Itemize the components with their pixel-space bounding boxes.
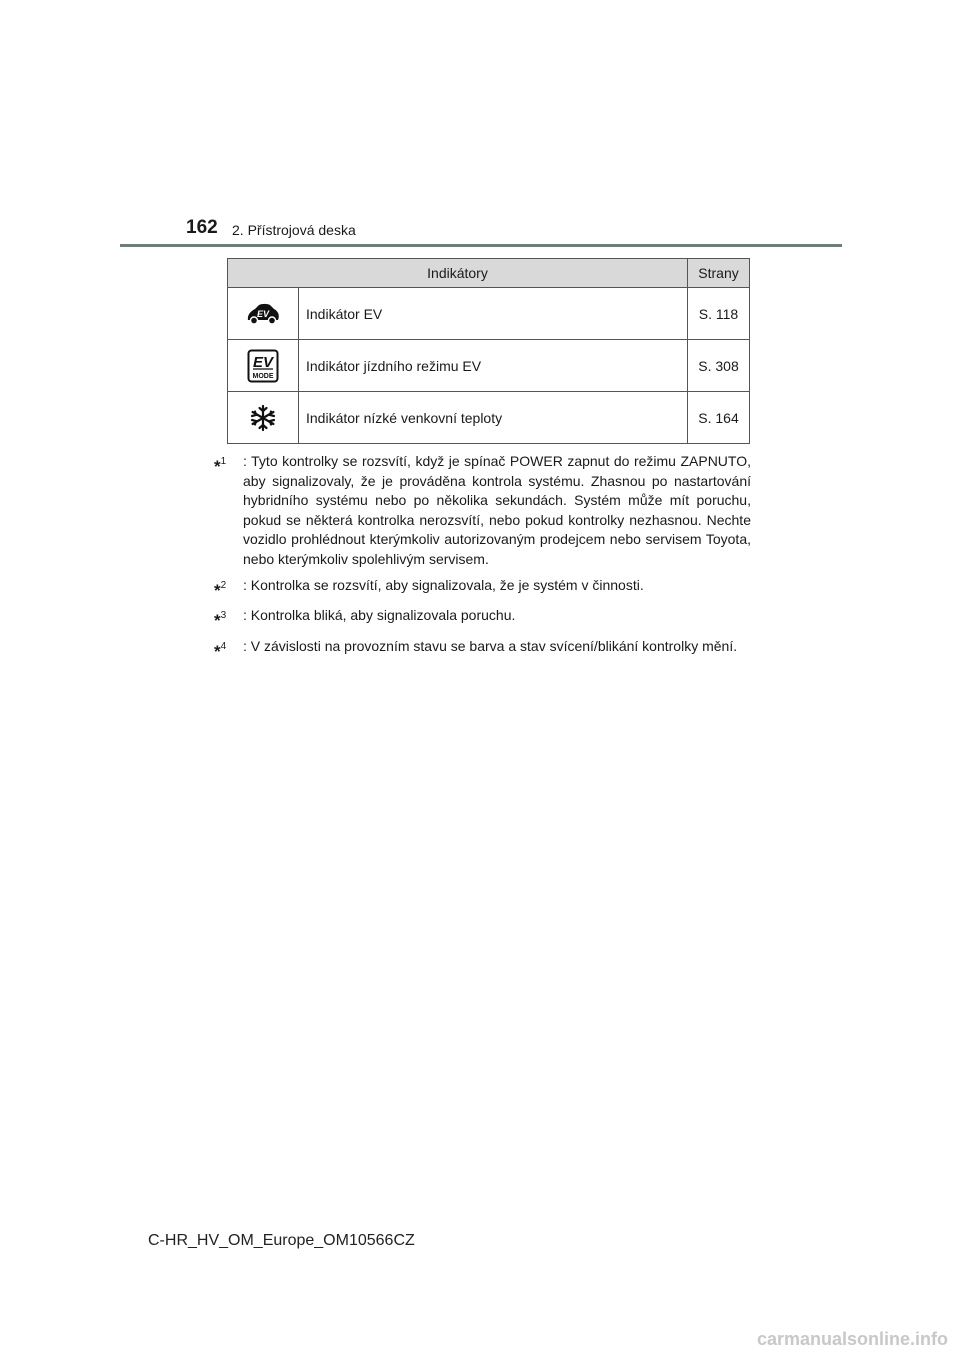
footnote [214, 606, 751, 631]
footnote [214, 637, 751, 662]
document-code: C-HR_HV_OM_Europe_OM10566CZ [148, 1232, 415, 1249]
asterisk-icon: * [214, 457, 221, 476]
mode-icon-label: MODE [252, 372, 274, 380]
asterisk-icon: * [214, 611, 221, 631]
page-number: 162 [186, 217, 218, 238]
ev-icon-label: EV [256, 308, 270, 319]
asterisk-icon: * [214, 580, 221, 600]
page-reference: S. 118 [688, 288, 750, 340]
table-header-pages: Strany [688, 259, 750, 288]
table-row [228, 340, 750, 392]
footnote-marker [214, 606, 243, 631]
footnote [214, 576, 751, 601]
page-reference: S. 308 [688, 340, 750, 392]
icon-cell [228, 340, 299, 392]
snowflake-icon [249, 404, 277, 432]
footnote-marker [214, 637, 243, 662]
footnote-number: 4 [220, 640, 227, 652]
table-header-indicators: Indikátory [228, 259, 688, 288]
footnote-number: 1 [220, 456, 227, 467]
table-header-row [228, 259, 750, 288]
footnote-marker [214, 576, 243, 601]
footnote-text: : Kontrolka se rozsvítí, aby signalizovala, že je systém v činnosti. [243, 576, 644, 593]
indicator-name: Indikátor nízké venkovní teploty [299, 392, 688, 444]
header-rule [120, 244, 842, 247]
footnote-text: : Kontrolka bliká, aby signalizovala poruchu. [243, 607, 516, 624]
section-title: 2. Přístrojová deska [232, 222, 356, 238]
asterisk-icon: * [214, 641, 221, 661]
table-row [228, 288, 750, 340]
ev-indicator-icon [245, 303, 281, 325]
footnotes [214, 452, 751, 667]
indicator-name: Indikátor jízdního režimu EV [299, 340, 688, 392]
watermark: carmanualsonline.info [756, 1329, 948, 1349]
icon-cell [228, 392, 299, 444]
page-reference: S. 164 [688, 392, 750, 444]
indicator-name: Indikátor EV [299, 288, 688, 340]
footnote-marker [214, 452, 243, 570]
footnote-number: 2 [220, 579, 227, 591]
indicator-table [227, 258, 750, 444]
footnote-text: : Tyto kontrolky se rozsvítí, když je spínač POWER zapnut do režimu ZAPNUTO, aby signalizovaly, že je prováděna kontrola systému. Zhasnou po nastartování hybridního systému nebo po několika sekundách. Systém může mít poruchu, pokud se některá kontrolka nerozsvítí, nebo pokud kontrolky nezhasnou. Nechte vozidlo prohlédnout kterýmkoliv autorizovaným prodejcem nebo servisem Toyota, nebo kterýmkoliv spolehlivým servisem. [243, 453, 751, 567]
ev-mode-icon [247, 349, 279, 383]
ev-mode-icon-label: EV [252, 353, 274, 371]
footnote-number: 3 [220, 610, 227, 622]
footnote-text: : V závislosti na provozním stavu se barva a stav svícení/blikání kontrolky mění. [243, 637, 738, 654]
icon-cell [228, 288, 299, 340]
table-row [228, 392, 750, 444]
footnote [214, 452, 751, 570]
